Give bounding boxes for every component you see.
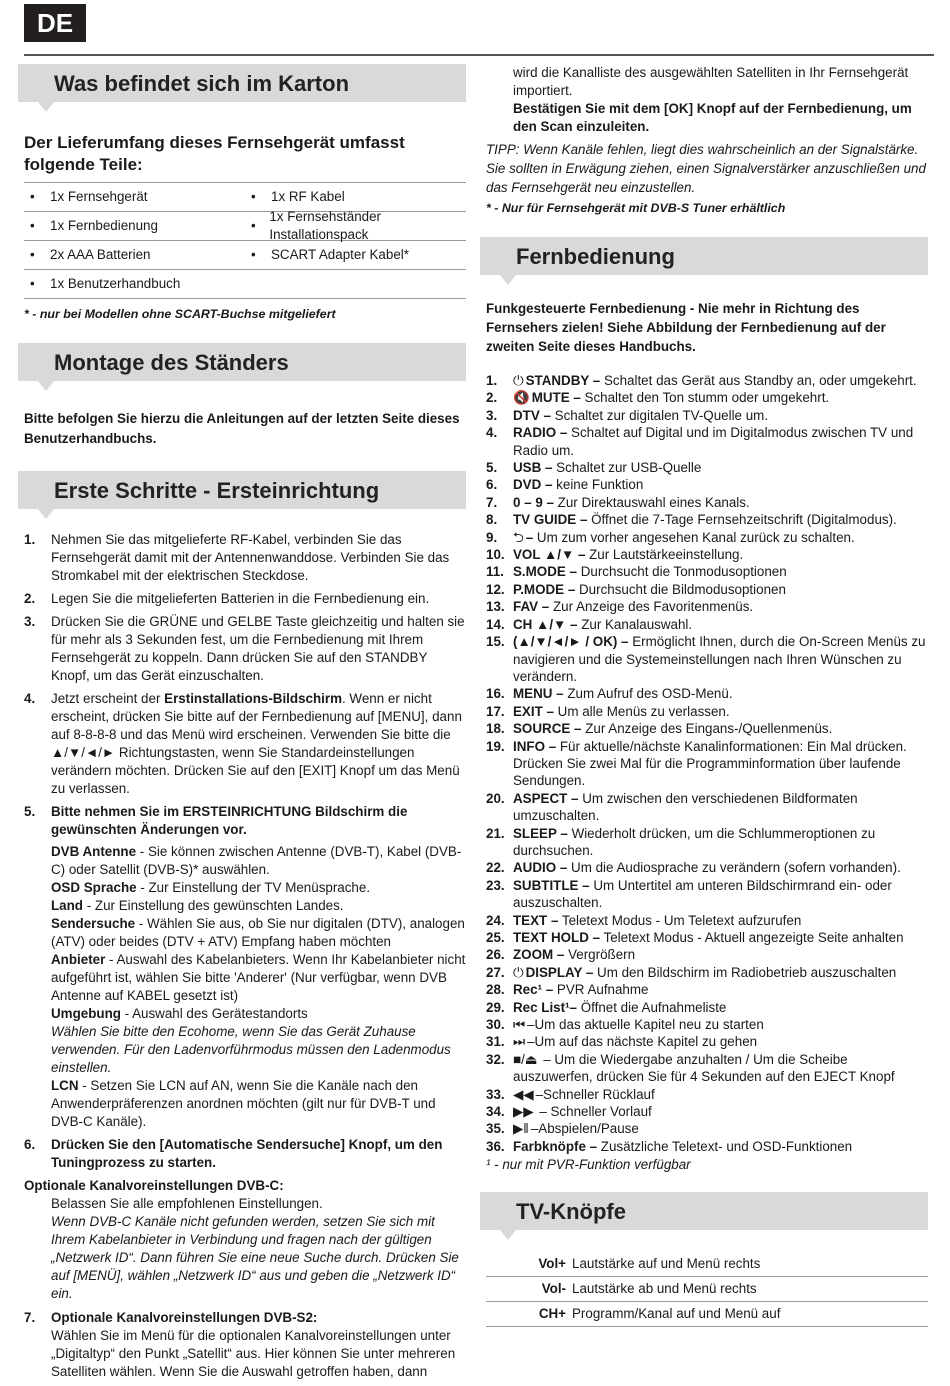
item-number: 8. — [486, 512, 498, 528]
button-name: Rec¹ – — [513, 982, 554, 998]
item-number: 13. — [486, 599, 505, 615]
language-badge: DE — [24, 4, 86, 42]
item-number: 10. — [486, 547, 505, 563]
step7-cont-bold: Bestätigen Sie mit dem [OK] Knopf auf der Fernbedienung, um den Scan einzuleiten. — [513, 101, 912, 134]
step-text: Nehmen Sie das mitgelieferte RF-Kabel, verbinden Sie das Fernsehgerät damit mit der Antennenwanddose. Verbinden Sie das Stromkabel mit der elektrischen Steckdose. — [51, 532, 450, 583]
button-description: Um alle Menüs zu verlassen. — [553, 703, 730, 719]
table-cell-key: Vol- — [541, 1281, 566, 1297]
list-item — [24, 613, 466, 685]
button-description: Ermöglicht Ihnen, durch die On-Screen Menüs zu navigieren und die Systemeinstellungen nach Ihren Wünschen zu verändern. — [513, 634, 926, 684]
item-text — [513, 685, 928, 702]
step-number: 5. — [24, 804, 36, 819]
param-umgebung-note: Wählen Sie bitte den Ecohome, wenn Sie das Gerät Zuhause verwenden. Für den Ladenvorführmodus müssen den Ladenmodus einstellen. — [51, 1024, 451, 1075]
button-name: S.MODE – — [513, 564, 577, 580]
list-item — [486, 1016, 928, 1033]
param-key: Umgebung — [51, 1006, 121, 1021]
button-description: Um die Audiosprache zu verändern (sofern vorhanden). — [567, 860, 901, 876]
tip-label: TIPP — [486, 142, 516, 157]
param-value: - Auswahl des Kabelanbieters. Wenn Ihr Kabelanbieter nicht aufgeführt ist, wählen Sie bitte 'Anderer' (Nur verfügbar, wenn DVB Antenne auf KABEL gesetzt ist) — [51, 952, 466, 1003]
button-description: – Um die Wiedergabe anzuhalten / Um die Scheibe auszuwerfen, drücken Sie für 4 Sekunden auf den EJECT Knopf — [513, 1051, 895, 1085]
list-item — [486, 529, 928, 546]
list-item — [486, 598, 928, 615]
button-description: Teletext Modus - Um Teletext aufzurufen — [558, 912, 802, 928]
section-title: Was befindet sich im Karton — [54, 71, 350, 96]
step7-cont-text: wird die Kanalliste des ausgewählten Satelliten in Ihr Fernsehgerät importiert. — [513, 65, 909, 98]
step-number: 1. — [24, 532, 36, 547]
item-number: 11. — [486, 564, 504, 580]
list-item — [486, 964, 928, 981]
item-text — [513, 616, 928, 633]
button-description: Um zum vorher angesehen Kanal zurück zu schalten. — [533, 529, 855, 545]
list-item — [486, 946, 928, 963]
bullet-icon: • — [251, 189, 256, 204]
top-divider — [24, 54, 934, 56]
table-cell: 1x Fernsehgerät — [50, 189, 148, 204]
item-text — [513, 720, 928, 737]
button-description: Öffnet die 7-Tage Fernsehzeitschrift (Digitalmodus). — [587, 512, 897, 528]
button-description: Zur Anzeige des Eingans-/Quellenmenüs. — [581, 721, 833, 737]
param-umgebung — [51, 1005, 466, 1023]
item-text — [513, 1138, 928, 1155]
section-header-montage — [18, 343, 466, 381]
item-number: 2. — [486, 390, 498, 406]
montage-text: Bitte befolgen Sie hierzu die Anleitungen auf der letzten Seite dieses Benutzerhandbuchs. — [24, 411, 460, 446]
setup-steps-cont — [24, 1309, 466, 1381]
button-description: – Schneller Vorlauf — [535, 1104, 652, 1120]
contents-subtitle: Der Lieferumfang dieses Fernsehgerät umfasst folgende Teile: — [24, 133, 405, 174]
button-name: DVD – — [513, 477, 553, 493]
section-title: Montage des Ständers — [54, 350, 289, 375]
list-item — [486, 407, 928, 424]
list-item — [486, 372, 928, 389]
table-row — [486, 1302, 928, 1327]
button-description: Um zwischen den verschiedenen Bildformaten umzuschalten. — [513, 790, 858, 824]
list-item — [486, 459, 928, 476]
item-number: 4. — [486, 425, 498, 441]
list-item — [486, 546, 928, 563]
item-number: 20. — [486, 790, 505, 806]
table-cell: Lautstärke auf und Menü rechts — [572, 1256, 761, 1272]
param-key: DVB Antenne — [51, 844, 137, 859]
button-name: SUBTITLE – — [513, 877, 590, 893]
button-description: Zusätzliche Teletext- und OSD-Funktionen — [597, 1138, 853, 1154]
button-description: Zur Lautstärkeeinstellung. — [585, 547, 744, 563]
list-item — [24, 590, 466, 608]
item-text — [513, 912, 928, 929]
param-key: LCN — [51, 1078, 79, 1093]
list-item — [486, 790, 928, 825]
button-description: Zum Aufruf des OSD-Menü. — [563, 686, 733, 702]
button-name: MUTE – — [531, 390, 581, 406]
table-row — [486, 1252, 928, 1277]
list-item — [24, 531, 466, 585]
button-name: USB – — [513, 460, 553, 476]
button-description: Zur Kanalauswahl. — [577, 616, 693, 632]
item-number: 22. — [486, 860, 505, 876]
item-number: 12. — [486, 581, 505, 597]
item-text — [513, 1103, 928, 1120]
button-name: SLEEP – — [513, 825, 568, 841]
list-item — [486, 1086, 928, 1103]
setup-steps — [24, 531, 466, 1172]
list-item — [486, 685, 928, 702]
param-value: - Zur Einstellung der TV Menüsprache. — [136, 880, 371, 895]
button-description: Zur Anzeige des Favoritenmenüs. — [549, 599, 754, 615]
item-text — [513, 1016, 928, 1033]
item-text — [513, 581, 928, 598]
button-name: ZOOM – — [513, 947, 565, 963]
list-item — [486, 1103, 928, 1120]
item-number: 1. — [486, 373, 498, 388]
table-cell: Lautstärke ab und Menü rechts — [572, 1281, 757, 1297]
item-text — [513, 964, 928, 981]
list-item — [486, 494, 928, 511]
button-description: Schaltet das Gerät aus Standby an, oder umgekehrt. — [600, 373, 917, 388]
item-number: 26. — [486, 947, 505, 963]
list-item — [486, 1033, 928, 1050]
param-value: - Auswahl des Gerätestandorts — [120, 1006, 308, 1021]
list-item — [486, 633, 928, 685]
step-body-text: Wählen Sie im Menü für die optionalen Kanalvoreinstellungen unter „Digitaltyp“ den Punkt „Satellit“ aus. Hier können Sie unter mehreren Satelliten wählen. Wenn Sie die Auswahl getroffen haben, dann — [51, 1328, 456, 1379]
list-item — [486, 738, 928, 790]
item-text — [513, 598, 928, 615]
dvbc-options-heading: Optionale Kanalvoreinstellungen DVB-C: — [24, 1178, 284, 1193]
list-item — [486, 563, 928, 580]
button-description: Schaltet zur digitalen TV-Quelle um. — [550, 407, 769, 423]
button-description: Durchsucht die Tonmodusoptionen — [577, 564, 787, 580]
table-cell: Programm/Kanal auf und Menü auf — [572, 1306, 781, 1322]
item-text — [513, 790, 928, 825]
list-item — [24, 1309, 466, 1381]
list-item — [486, 825, 928, 860]
list-item — [486, 929, 928, 946]
param-value: - Wählen Sie aus, ob Sie nur digitalen (DTV), analogen (ATV) oder beides (DTV + ATV) Empfang haben möchten — [51, 916, 465, 949]
step-text — [51, 690, 466, 798]
button-name: MENU – — [513, 686, 564, 702]
item-text — [513, 877, 928, 912]
item-text — [513, 494, 928, 511]
button-name: – — [525, 529, 534, 545]
step-heading: Optionale Kanalvoreinstellungen DVB-S2: — [51, 1310, 318, 1325]
item-text — [513, 981, 928, 998]
button-name: TEXT – — [513, 912, 559, 928]
table-row — [24, 241, 466, 270]
item-text — [513, 424, 928, 459]
param-osd — [51, 879, 466, 897]
item-number: 5. — [486, 460, 498, 476]
button-symbol-icon: ▶‖ — [513, 1121, 529, 1137]
item-text — [513, 738, 928, 790]
section-header-erste — [18, 471, 466, 509]
item-text — [513, 389, 928, 406]
right-column — [480, 64, 928, 1327]
button-description: Durchsucht die Bildmodusoptionen — [575, 581, 786, 597]
param-sendersuche — [51, 915, 466, 951]
param-key: Sendersuche — [51, 916, 136, 931]
button-name: 0 – 9 – — [513, 494, 554, 510]
bullet-icon: • — [251, 218, 256, 233]
item-number: 7. — [486, 494, 498, 510]
item-text — [513, 999, 928, 1016]
item-text — [513, 511, 928, 528]
button-description: Um Untertitel am unteren Bildschirmrand ein- oder auszuschalten. — [513, 877, 892, 911]
item-number: 27. — [486, 964, 505, 980]
param-key: Anbieter — [51, 952, 106, 967]
item-text — [513, 703, 928, 720]
button-name: VOL ▲/▼ – — [513, 547, 586, 563]
param-key: OSD Sprache — [51, 880, 137, 895]
button-symbol-icon: ⏮ — [513, 1017, 526, 1033]
list-item — [486, 511, 928, 528]
table-row — [486, 1277, 928, 1302]
table-cell: 1x Fernbedienung — [50, 218, 158, 233]
left-column — [18, 64, 466, 1386]
button-description: –Abspielen/Pause — [530, 1121, 639, 1137]
item-number: 9. — [486, 529, 498, 545]
section-header-karton — [18, 64, 466, 102]
item-text — [513, 929, 928, 946]
button-symbol-icon: ■/⏏ — [513, 1051, 538, 1067]
step-text — [51, 803, 466, 1131]
item-text — [513, 1033, 928, 1050]
item-text — [513, 946, 928, 963]
button-description: Schaltet den Ton stumm oder umgekehrt. — [580, 390, 830, 406]
button-name: P.MODE – — [513, 581, 576, 597]
list-item — [486, 912, 928, 929]
item-text — [513, 459, 928, 476]
step-heading: Bitte nehmen Sie im ERSTEINRICHTUNG Bildschirm die gewünschten Änderungen vor. — [51, 804, 408, 837]
list-item — [486, 424, 928, 459]
list-item — [486, 1051, 928, 1086]
step-number: 7. — [24, 1310, 36, 1325]
tv-buttons-table — [486, 1252, 928, 1327]
item-number: 29. — [486, 999, 505, 1015]
item-number: 36. — [486, 1138, 505, 1154]
step7-continued — [513, 64, 928, 136]
button-description: Schaltet zur USB-Quelle — [552, 460, 702, 476]
button-name: TV GUIDE – — [513, 512, 588, 528]
remote-button-list — [486, 372, 928, 1155]
bullet-icon: • — [30, 276, 35, 291]
list-item — [486, 703, 928, 720]
dvbc-options-note: Wenn DVB-C Kanäle nicht gefunden werden, setzen Sie sich mit Ihrem Kabelanbieter in Verbindung und fragen nach der gültigen „Netzwerk ID“. Dann führen Sie eine neue Suche durch. Drücken Sie auf [MENÜ], wählen „Netzwerk ID“ aus und geben die „Netzwerk ID“ ein. — [51, 1214, 459, 1301]
dvbs-note: * - Nur für Fernsehgerät mit DVB-S Tuner erhältlich — [486, 201, 786, 215]
list-item — [24, 690, 466, 798]
button-symbol-icon: ⏻ — [513, 373, 524, 388]
step-text: Legen Sie die mitgelieferten Batterien in die Fernbedienung ein. — [51, 591, 430, 606]
pvr-footnote: ¹ - nur mit PVR-Funktion verfügbar — [486, 1157, 691, 1173]
step-number: 6. — [24, 1137, 36, 1152]
button-description: Teletext Modus - Aktuell angezeigte Seite anhalten — [600, 930, 904, 945]
button-description: PVR Aufnahme — [553, 982, 649, 998]
param-lcn — [51, 1077, 466, 1131]
button-name: INFO – — [513, 738, 557, 754]
text-run-bold: Erstinstallations-Bildschirm — [164, 691, 342, 706]
button-symbol-icon: 🔇 — [513, 390, 530, 406]
tip-note — [486, 140, 928, 197]
button-symbol-icon: ▶▶ — [513, 1104, 534, 1120]
button-description: –Um auf das nächste Kapitel zu gehen — [527, 1034, 758, 1050]
item-number: 14. — [486, 616, 505, 632]
contents-table — [24, 182, 466, 299]
table-cell: 1x Fernsehständer Installationspack — [269, 209, 381, 242]
button-name: TEXT HOLD – — [513, 930, 601, 945]
list-item — [24, 803, 466, 1131]
item-number: 28. — [486, 982, 505, 998]
remote-intro: Funkgesteuerte Fernbedienung - Nie mehr in Richtung des Fernsehers zielen! Siehe Abbildung der Fernbedienung auf der zweiten Seite dieses Handbuchs. — [486, 301, 886, 354]
item-number: 18. — [486, 721, 505, 737]
param-anbieter — [51, 951, 466, 1005]
step-text — [51, 1309, 466, 1381]
text-run: . Wenn er nicht erscheint, drücken Sie bitte auf der Fernbedienung auf [MENU], dann auf 8-8-8-8 und das Menü wird erscheinen. Verwenden Sie bitte die ▲/▼/◄/► Richtungstasten, wenn Sie Standardeinstellungen verändern möchten. Drücken Sie auf den [EXIT] Knopf um das Menü zu verlassen. — [51, 691, 462, 796]
section-header-fernbedienung — [480, 237, 928, 275]
table-cell: 2x AAA Batterien — [50, 247, 151, 262]
button-name: DISPLAY – — [525, 964, 594, 980]
item-text — [513, 372, 928, 389]
item-text — [513, 1051, 928, 1086]
button-symbol-icon: ⏻ — [513, 964, 524, 980]
item-number: 15. — [486, 634, 505, 650]
item-number: 24. — [486, 912, 505, 928]
dvbc-options-text — [51, 1195, 466, 1303]
section-title: TV-Knöpfe — [516, 1199, 626, 1225]
param-value: - Setzen Sie LCN auf AN, wenn Sie die Kanäle nach den Anwenderpräferenzen anordnen möchten (gilt nur für DVB-T und DVB-C Kanäle). — [51, 1078, 436, 1129]
table-row — [24, 270, 466, 299]
table-cell: 1x Benutzerhandbuch — [50, 276, 181, 291]
table-cell: 1x RF Kabel — [271, 189, 345, 204]
button-description: keine Funktion — [552, 477, 644, 493]
button-description: Zur Direktauswahl eines Kanals. — [553, 494, 750, 510]
item-number: 34. — [486, 1104, 505, 1120]
section-title: Fernbedienung — [516, 244, 675, 269]
table-row — [24, 209, 466, 242]
button-name: DTV – — [513, 407, 551, 423]
scart-note: * - nur bei Modellen ohne SCART-Buchse mitgeliefert — [24, 307, 336, 321]
button-description: Schaltet auf Digital und im Digitalmodus zwischen TV und Radio um. — [513, 425, 914, 458]
item-number: 33. — [486, 1086, 505, 1102]
item-text — [513, 529, 928, 546]
button-name: Farbknöpfe – — [513, 1138, 598, 1154]
step-number: 4. — [24, 691, 36, 706]
item-number: 16. — [486, 686, 505, 702]
list-item — [486, 389, 928, 406]
step-text: Drücken Sie die GRÜNE und GELBE Taste gleichzeitig und halten sie für mehr als 3 Sekunden fest, um die Fernbedienung mit Ihrem Fernsehgerät zu koppeln. Dann drücken Sie auf den STANDBY Knopf, um das Gerät einzuschalten. — [51, 614, 465, 683]
item-number: 30. — [486, 1017, 505, 1033]
list-item — [486, 1120, 928, 1137]
step-number: 3. — [24, 614, 36, 629]
bullet-icon: • — [30, 247, 35, 262]
item-number: 17. — [486, 703, 505, 719]
list-item — [486, 476, 928, 493]
step-number: 2. — [24, 591, 36, 606]
list-item — [486, 720, 928, 737]
bullet-icon: • — [30, 218, 35, 233]
item-text — [513, 546, 928, 563]
button-symbol-icon: ⏭ — [513, 1034, 526, 1050]
item-text — [513, 1120, 928, 1137]
button-name: (▲/▼/◄/► / OK) – — [513, 634, 629, 650]
button-description: Um den Bildschirm im Radiobetrieb auszuschalten — [593, 964, 897, 980]
button-name: CH ▲/▼ – — [513, 616, 578, 632]
item-number: 19. — [486, 738, 505, 754]
button-name: EXIT – — [513, 703, 554, 719]
bullet-icon: • — [30, 189, 35, 204]
item-number: 31. — [486, 1034, 505, 1050]
item-text — [513, 825, 928, 860]
bullet-icon: • — [251, 247, 256, 262]
button-name: Rec List¹– — [513, 999, 577, 1015]
param-land — [51, 897, 466, 915]
button-description: Öffnet die Aufnahmeliste — [577, 999, 727, 1015]
section-title: Erste Schritte - Ersteinrichtung — [54, 478, 380, 503]
item-text — [513, 476, 928, 493]
button-name: FAV – — [513, 599, 550, 615]
step-text: Drücken Sie den [Automatische Sendersuche] Knopf, um den Tuningprozess zu starten. — [51, 1137, 443, 1170]
item-text — [513, 563, 928, 580]
item-number: 6. — [486, 477, 498, 493]
list-item — [486, 616, 928, 633]
list-item — [486, 859, 928, 876]
param-value: - Zur Einstellung des gewünschten Landes. — [83, 898, 344, 913]
tip-text: : Wenn Kanäle fehlen, liegt dies wahrscheinlich an der Signalstärke. Sie sollten in Erwägung ziehen, einen Signalverstärker anzuschließen und das Fernsehgerät neu einzustellen. — [486, 142, 926, 195]
button-symbol-icon: ◀◀ — [513, 1086, 534, 1102]
item-text — [513, 407, 928, 424]
item-number: 35. — [486, 1121, 505, 1137]
button-name: AUDIO – — [513, 860, 568, 876]
text-run: Jetzt erscheint der — [51, 691, 165, 706]
item-number: 25. — [486, 930, 505, 945]
list-item — [24, 1136, 466, 1172]
list-item — [486, 999, 928, 1016]
button-name: SOURCE – — [513, 721, 582, 737]
param-value: - Sie können zwischen Antenne (DVB-T), Kabel (DVB-C) oder Satellit (DVB-S)* auswählen. — [51, 844, 462, 877]
button-name: ASPECT – — [513, 790, 579, 806]
item-text — [513, 633, 928, 685]
item-number: 3. — [486, 407, 498, 423]
list-item — [486, 877, 928, 912]
table-cell-key: CH+ — [538, 1306, 566, 1322]
list-item — [486, 1138, 928, 1155]
param-dvb — [51, 843, 466, 879]
button-description: Vergrößern — [564, 947, 636, 963]
button-description: Wiederholt drücken, um die Schlummeroptionen zu durchsuchen. — [513, 825, 876, 858]
item-text — [513, 859, 928, 876]
item-text — [513, 1086, 928, 1103]
param-key: Land — [51, 898, 83, 913]
button-name: RADIO – — [513, 425, 568, 441]
button-description: –Schneller Rücklauf — [535, 1086, 655, 1102]
dvbc-options-line: Belassen Sie alle empfohlenen Einstellungen. — [51, 1196, 323, 1211]
button-description: Für aktuelle/nächste Kanalinformationen: Ein Mal drücken. Drücken Sie zwei Mal für die Programminformation über laufende Sendungen. — [513, 738, 907, 789]
button-name: STANDBY – — [525, 373, 601, 388]
button-description: –Um das aktuelle Kapitel neu zu starten — [527, 1017, 764, 1033]
section-header-tv-knoepfe — [480, 1192, 928, 1230]
list-item — [486, 581, 928, 598]
item-number: 23. — [486, 877, 505, 893]
item-number: 32. — [486, 1051, 505, 1067]
item-number: 21. — [486, 825, 505, 841]
table-cell-key: Vol+ — [538, 1256, 566, 1272]
button-symbol-icon: ⮌ — [513, 529, 524, 545]
list-item — [486, 981, 928, 998]
table-cell: SCART Adapter Kabel* — [271, 247, 409, 262]
